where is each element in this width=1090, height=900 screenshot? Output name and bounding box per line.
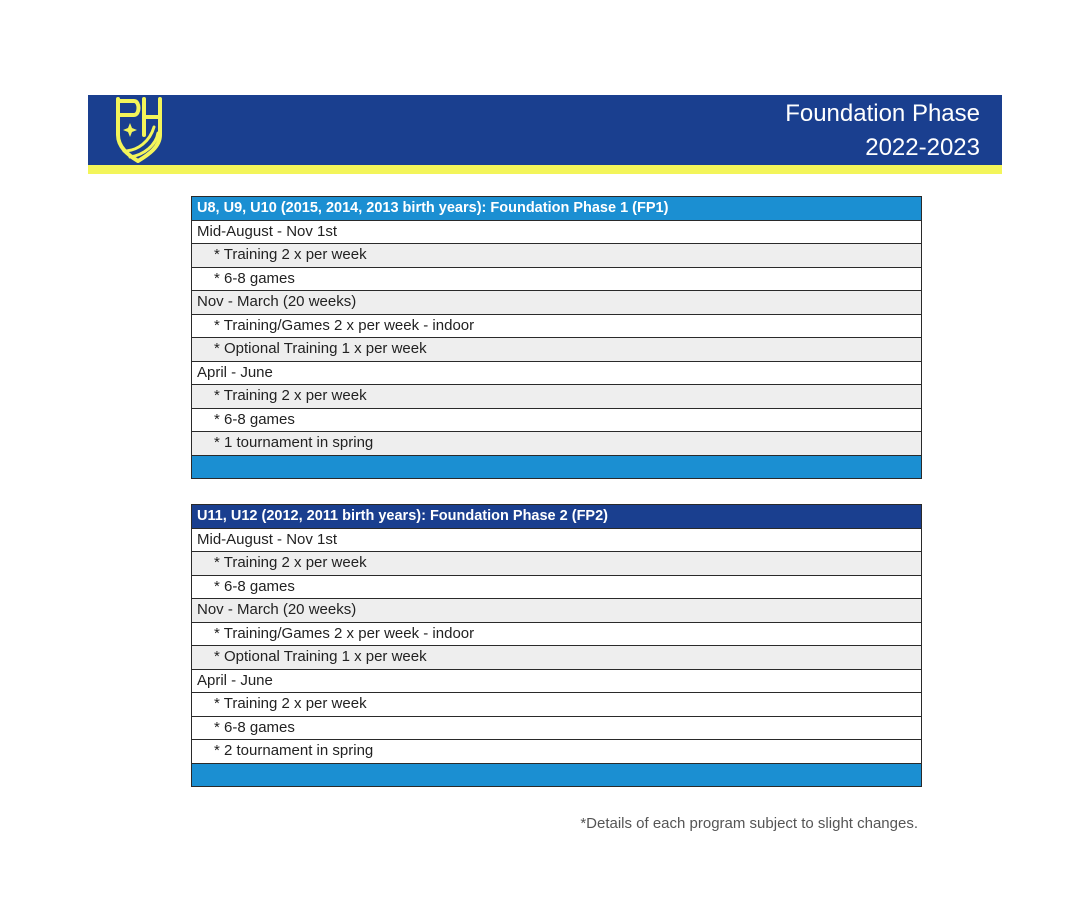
header-title — [785, 97, 980, 165]
title-line-1: Foundation Phase — [785, 100, 980, 127]
header-accent-stripe — [88, 165, 1002, 174]
fp2-period: April - June — [192, 669, 922, 693]
fp1-item: * 6-8 games — [192, 267, 922, 291]
fp1-heading: U8, U9, U10 (2015, 2014, 2013 birth years): Foundation Phase 1 (FP1) — [192, 197, 922, 221]
fp1-item: * Optional Training 1 x per week — [192, 338, 922, 362]
fp2-period: Nov - March (20 weeks) — [192, 599, 922, 623]
fp2-footer-bar — [192, 763, 922, 787]
fp2-item: * Training 2 x per week — [192, 693, 922, 717]
fp2-item: * 6-8 games — [192, 716, 922, 740]
ph-crest-logo-icon — [110, 95, 170, 165]
fp1-schedule-table — [191, 196, 922, 479]
fp2-schedule-table — [191, 504, 922, 787]
fp1-item: * Training 2 x per week — [192, 385, 922, 409]
title-line-2: 2022-2023 — [865, 134, 980, 161]
fp1-period: Mid-August - Nov 1st — [192, 220, 922, 244]
fp1-item: * 6-8 games — [192, 408, 922, 432]
footnote: *Details of each program subject to slight changes. — [580, 815, 918, 832]
fp1-item: * Training 2 x per week — [192, 244, 922, 268]
fp2-item: * 2 tournament in spring — [192, 740, 922, 764]
fp2-item: * Training 2 x per week — [192, 552, 922, 576]
fp1-item: * 1 tournament in spring — [192, 432, 922, 456]
fp1-period: Nov - March (20 weeks) — [192, 291, 922, 315]
fp2-heading: U11, U12 (2012, 2011 birth years): Foundation Phase 2 (FP2) — [192, 505, 922, 529]
fp2-item: * 6-8 games — [192, 575, 922, 599]
fp2-item: * Training/Games 2 x per week - indoor — [192, 622, 922, 646]
fp1-period: April - June — [192, 361, 922, 385]
fp1-footer-bar — [192, 455, 922, 479]
fp1-item: * Training/Games 2 x per week - indoor — [192, 314, 922, 338]
fp2-item: * Optional Training 1 x per week — [192, 646, 922, 670]
fp2-period: Mid-August - Nov 1st — [192, 528, 922, 552]
